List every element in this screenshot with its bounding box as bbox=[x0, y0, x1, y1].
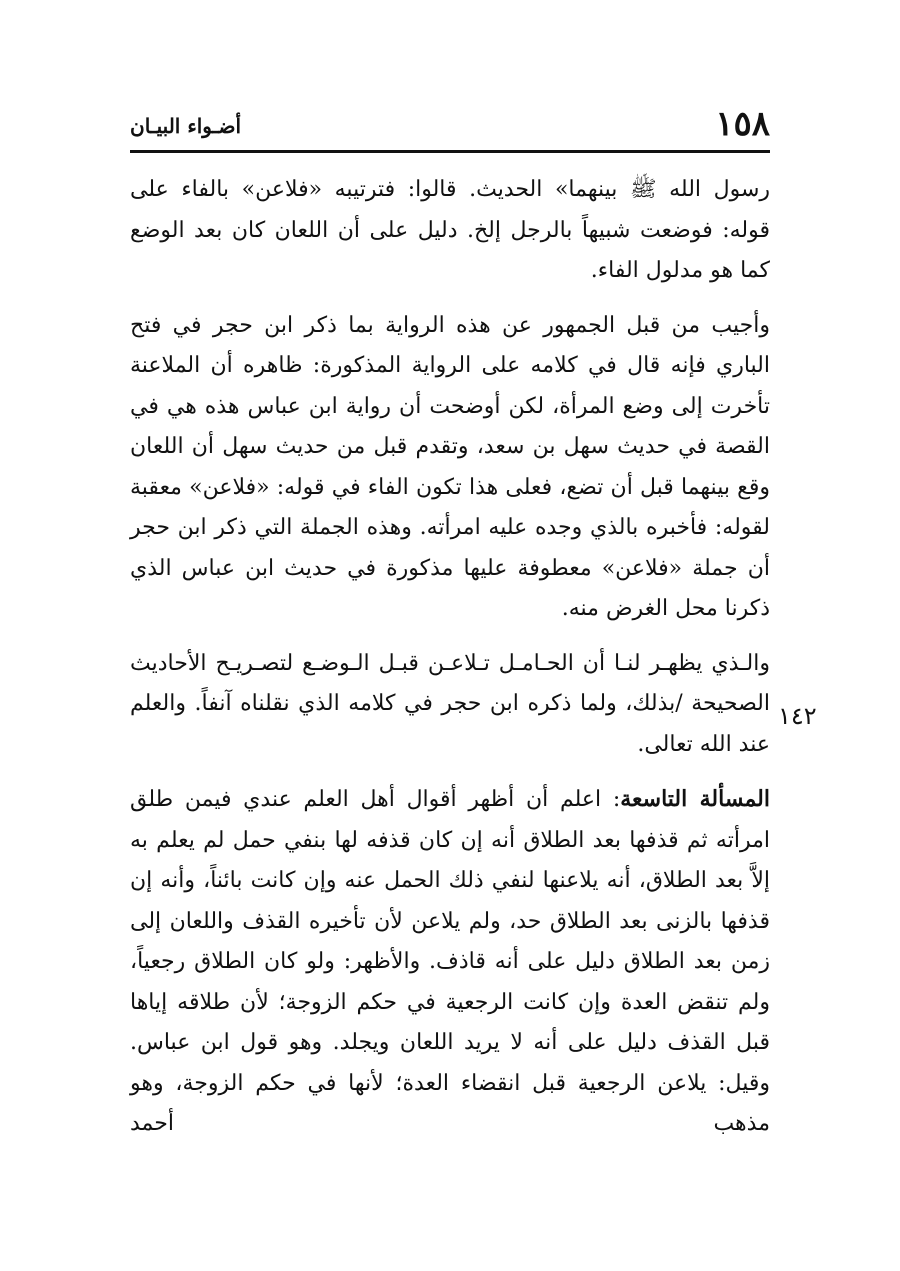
paragraph-2: وأجيب من قبل الجمهور عن هذه الرواية بما ذكر ابن حجر في فتح الباري فإنه قال في كلامه على الرواية المذكورة: ظاهره أن الملاعنة تأخرت إلى وضع المرأة، لكن أوضحت أن رواية ابن عباس هذه هي في القصة في حديث سهل بن سعد، وتقدم قبل من حديث سهل أن اللعان وقع بينهما قبل أن تضع، فعلى هذا تكون الفاء في قوله: «فلاعن» معقبة لقوله: فأخبره بالذي وجده عليه امرأته. وهذه الجملة التي ذكر ابن حجر أن جملة «فلاعن» معطوفة عليها مذكورة في حديث ابن عباس الذي ذكرنا محل الغرض منه. bbox=[130, 312, 770, 621]
margin-page-marker: ١٤٢ bbox=[778, 702, 817, 730]
paragraph-3: والـذي يظهـر لنـا أن الحـامـل تـلاعـن قبـل الـوضـع لتصـريـح الأحاديث الصحيحة /بذلك، ولما ذكره ابن حجر في كلامه الذي نقلناه آنفاً. والعلم عند الله تعالى. bbox=[130, 650, 770, 757]
running-title: أضـواء البيـان bbox=[130, 114, 242, 138]
header-rule bbox=[130, 150, 770, 153]
body-text bbox=[130, 170, 770, 1145]
page-header bbox=[130, 98, 770, 146]
section-heading: المسألة التاسعة bbox=[620, 786, 770, 812]
paragraph-1: رسول الله ﷺ بينهما» الحديث. قالوا: فترتيبه «فلاعن» بالفاء على قوله: فوضعت شبيهاً بالرجل إلخ. دليل على أن اللعان كان بعد الوضع كما هو مدلول الفاء. bbox=[130, 177, 771, 283]
paragraph-4 bbox=[130, 779, 770, 1145]
paragraph-4-text: : اعلم أن أظهر أقوال أهل العلم عندي فيمن طلق امرأته ثم قذفها بعد الطلاق أنه إن كان قذفه لها بنفي حمل لم يعلم به إلاَّ بعد الطلاق، أنه يلاعنها لنفي ذلك الحمل عنه وإن كانت بائناً، وأنه إن قذفها بالزنى بعد الطلاق حد، ولم يلاعن لأن تأخيره القذف واللعان إلى زمن بعد الطلاق دليل على أنه قاذف. والأظهر: ولو كان الطلاق رجعياً، ولم تنقض العدة وإن كانت الرجعية في حكم الزوجة؛ لأن طلاقه إياها قبل القذف دليل على أنه لا يريد اللعان ويجلد. وهو قول ابن عباس. وقيل: يلاعن الرجعية قبل انقضاء العدة؛ لأنها في حكم الزوجة، وهو مذهب أحمد bbox=[130, 787, 770, 1136]
page-number: ١٥٨ bbox=[715, 104, 770, 144]
